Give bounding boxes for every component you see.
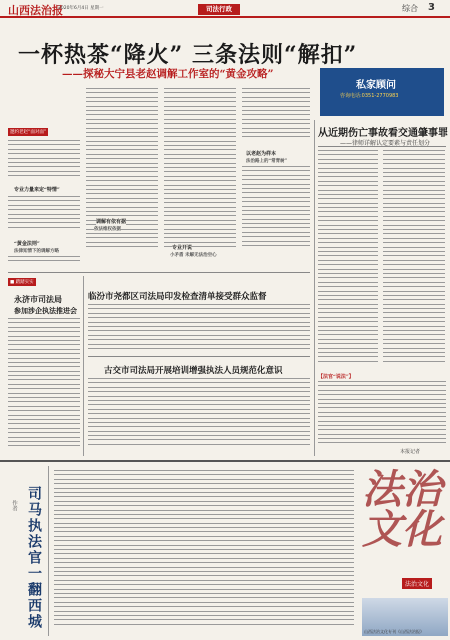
lead-subhead: ——探秘大宁县老赵调解工作室的“黄金攻略”	[62, 68, 274, 80]
right-byline: 本报记者	[400, 449, 421, 455]
ad-phone: 咨询电话:0351-2770983	[340, 93, 399, 99]
calligraphy-label: 法治文化	[402, 578, 432, 589]
right-story-sub: ——律师详解认定要素与责任划分	[340, 140, 431, 147]
story3-headline: 古交市司法局开展培训增强执法人员规范化意识	[104, 366, 283, 376]
page-label: 综合	[402, 4, 418, 13]
story2-headline: 临汾市尧都区司法局印发检查清单接受群众监督	[88, 292, 267, 302]
right-story-body-col2	[383, 150, 445, 370]
lead-col3-sub2: 小矛盾 未解无法治空心	[170, 253, 217, 258]
right-box-body	[318, 381, 446, 451]
divider	[8, 272, 310, 273]
divider	[318, 146, 446, 147]
lead-col1-body	[8, 140, 80, 182]
story1-headline: 永济市司法局	[14, 294, 62, 304]
column-rule	[83, 276, 84, 456]
lead-col1-body3	[8, 256, 80, 268]
story3-body	[88, 378, 310, 456]
lead-col2-body	[86, 88, 158, 258]
right-story-body-col1	[318, 150, 378, 370]
feature-footer: 山西法治文化专刊《山西法治报》	[364, 629, 424, 634]
lead-headline: 一杯热茶“降火” 三条法则“解扣”	[18, 42, 358, 68]
feature-body	[54, 470, 354, 636]
lead-col2-head: 调解有依有据	[96, 219, 127, 225]
column-rule	[48, 466, 49, 636]
box-label: 【法官“说法”】	[318, 374, 354, 380]
right-story-headline: 从近期伤亡事故看交通肇事罪	[318, 128, 448, 139]
lead-col4-body	[242, 88, 310, 146]
lead-col4-sub: 法治路上的“常青树”	[246, 159, 288, 164]
lead-col1-sub2: 法律知情下的调解方略	[14, 249, 59, 254]
feature-vertical-sub: 作者	[11, 500, 17, 511]
section-tag: 司法行政	[198, 4, 240, 15]
newspaper-logo: 山西法治报	[8, 4, 63, 17]
page-number: 3	[428, 2, 435, 13]
lead-col2-sub: 依法维权依据	[94, 227, 121, 232]
story1-subhead: 参加涉企执法推进会	[14, 306, 77, 315]
lead-col1-head2: “黄金法则”	[14, 241, 40, 247]
calligraphy-graphic: 法治文化	[362, 466, 442, 553]
lead-col4-body2	[242, 166, 310, 258]
lead-col1-body2	[8, 196, 80, 236]
lead-label: 邀约老赵“面对面”	[10, 130, 47, 135]
lead-col3-head2: 专业开说	[172, 245, 193, 251]
story2-body	[88, 304, 310, 354]
middle-label: ■ 踏踏实实	[10, 280, 34, 285]
feature-vertical-title: 司马执法官一翻西城	[26, 486, 42, 630]
story1-body	[8, 318, 80, 456]
column-rule	[314, 120, 315, 456]
lead-col3-body	[164, 88, 236, 258]
issue-date: 2020年6月4日 星期一	[58, 6, 104, 11]
lead-col4-head: 以老赵为样本	[246, 151, 277, 157]
lead-col1-head: 专业力量来定“特情”	[14, 187, 60, 193]
ad-title: 私家顾问	[356, 80, 396, 91]
section-divider	[0, 460, 450, 462]
divider	[88, 356, 310, 357]
